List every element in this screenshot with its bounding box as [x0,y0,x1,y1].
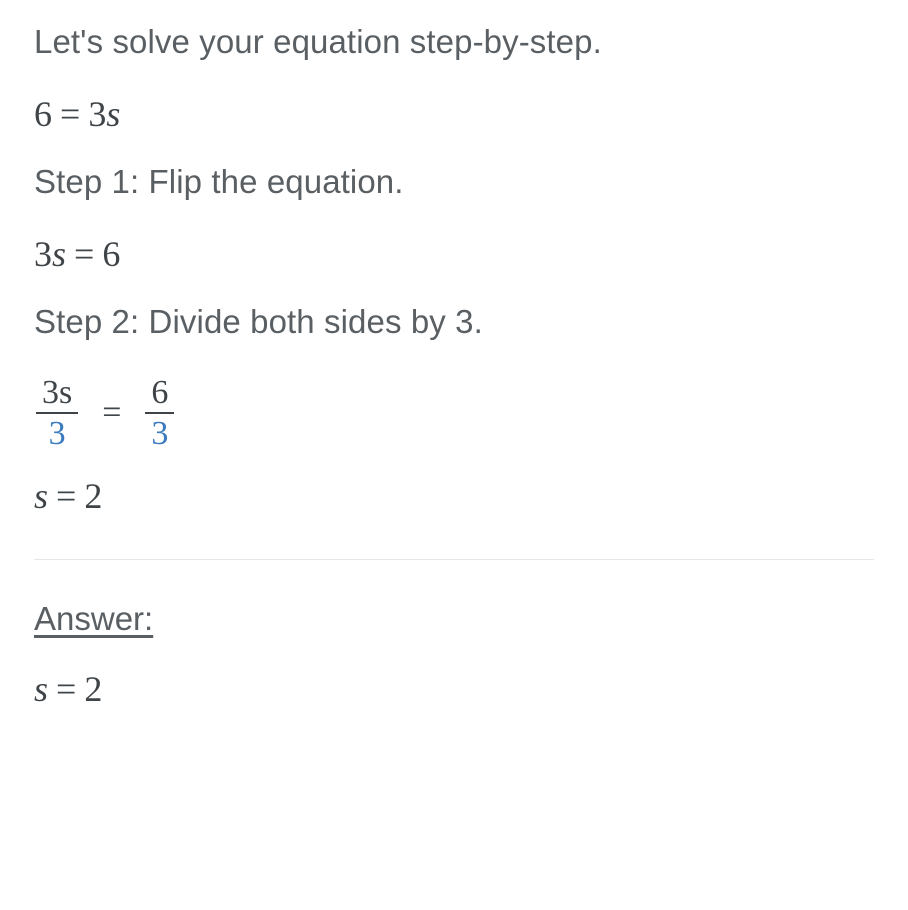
intro-text: Let's solve your equation step-by-step. [34,23,602,60]
original-operator: = [60,93,81,134]
section-divider [34,559,874,560]
answer-label: Answer: [34,599,154,637]
right-fraction-numerator: 6 [151,373,169,411]
fraction-equation-operator: = [102,394,122,432]
left-fraction-denominator: 3 [48,414,66,452]
step1-left-coefficient: 3 [34,233,52,274]
left-numerator-variable: s [59,373,73,411]
original-right-variable: s [106,93,121,134]
step1-left-variable: s [52,233,67,274]
original-left: 6 [34,93,52,134]
step-2-label: Step 2: Divide both sides by 3. [34,303,483,341]
step-2-fraction-equation [34,375,874,451]
right-fraction [145,375,174,451]
step-2-result [34,477,874,517]
step1-operator: = [74,233,95,274]
answer-equation [34,668,874,710]
left-fraction-numerator [36,375,78,412]
answer-section [34,600,874,710]
original-right-coefficient: 3 [88,93,107,134]
step-1-equation [34,235,874,275]
answer-variable: s [34,668,49,709]
step1-right: 6 [102,233,121,274]
answer-operator: = [56,668,77,709]
right-fraction-denominator: 3 [151,414,169,452]
answer-value: 2 [84,668,103,709]
left-fraction [36,375,78,451]
result-value: 2 [84,476,103,517]
result-operator: = [56,476,77,517]
step-1-label: Step 1: Flip the equation. [34,163,404,201]
original-equation [34,95,874,135]
result-variable: s [34,476,49,517]
left-numerator-coefficient: 3 [42,373,59,411]
